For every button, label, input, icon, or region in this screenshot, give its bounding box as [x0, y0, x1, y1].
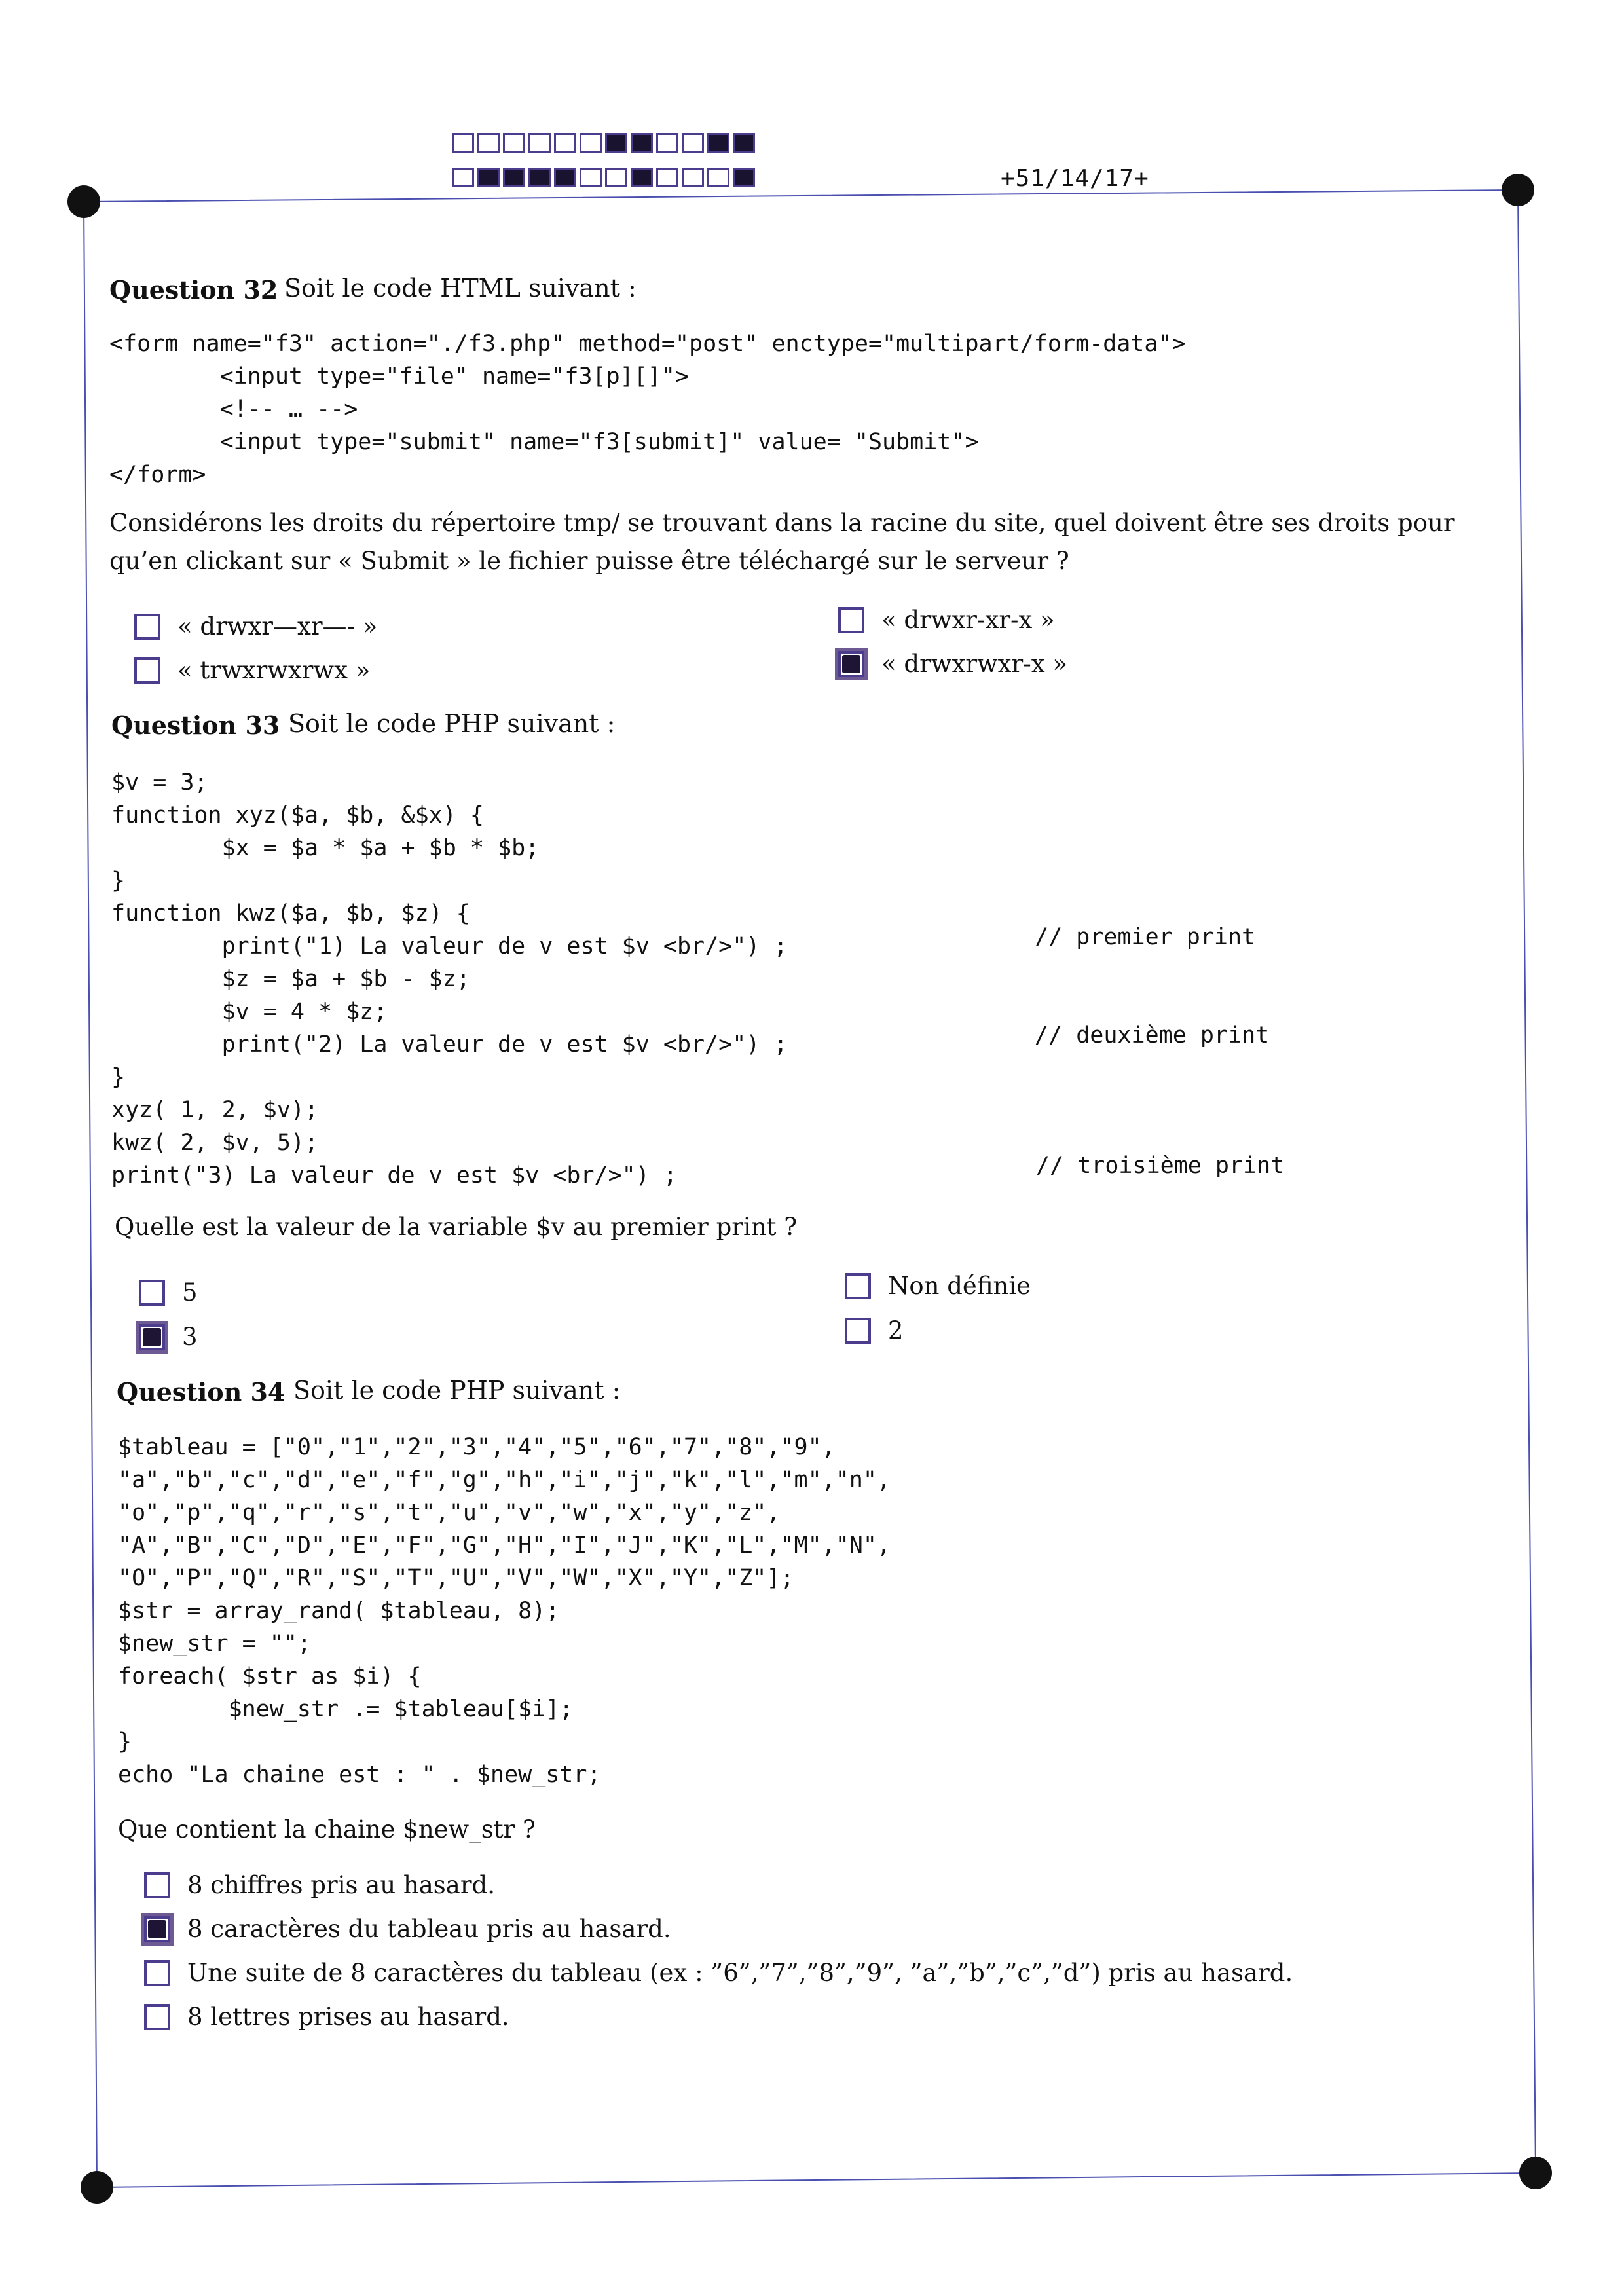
comment-deuxieme-print: // deuxième print: [1035, 1022, 1270, 1048]
checkbox[interactable]: [144, 1960, 170, 1986]
choice-label: 8 caractères du tableau pris au hasard.: [187, 1915, 671, 1943]
corner-mark-bottom-right: [1519, 2157, 1552, 2189]
q34-choice-2[interactable]: [144, 1915, 671, 1943]
checkbox[interactable]: [134, 614, 160, 640]
sheet-code: +51/14/17+: [1001, 165, 1149, 192]
id-cell: [733, 133, 755, 153]
choice-label: 8 chiffres pris au hasard.: [187, 1871, 495, 1899]
choice-label: 2: [888, 1316, 904, 1344]
checkbox[interactable]: [134, 657, 160, 684]
id-cell: [554, 168, 576, 187]
q32-choice-3[interactable]: [838, 606, 1055, 634]
question-33-code: $v = 3; function xyz($a, $b, &$x) { $x = $a * $a + $b * $b; } function kwz($a, $b, $z) { print("1) La valeur de v est $v <br/>") ; $z = $a + $b - $z; $v = 4 * $z; print("2) La valeur de v est $v <br/>") ; } xyz( 1, 2, $v); kwz( 2, $v, 5); print("3) La valeur de v est $v <br/>") ;: [111, 769, 788, 1189]
corner-mark-top-left: [67, 185, 100, 218]
corner-mark-bottom-left: [81, 2171, 113, 2204]
id-cell: [580, 133, 602, 153]
corner-mark-top-right: [1502, 174, 1534, 206]
checkbox-checked[interactable]: [838, 651, 864, 677]
id-cell: [656, 133, 678, 153]
id-cell: [656, 168, 678, 187]
question-32-code: <form name="f3" action="./f3.php" method="post" enctype="multipart/form-data"> <input type="file" name="f3[p][]"> <!-- … --> <input type="submit" name="f3[submit]" value= "Submit"> </form>: [109, 331, 1186, 488]
id-cell: [707, 168, 729, 187]
q34-choice-1[interactable]: [144, 1871, 495, 1899]
checkbox[interactable]: [144, 2004, 170, 2030]
id-cell: [477, 133, 500, 153]
choice-label: « drwxrwxr-x »: [881, 650, 1067, 678]
checkbox-checked[interactable]: [139, 1324, 165, 1350]
checkbox[interactable]: [838, 607, 864, 633]
id-cell: [605, 133, 627, 153]
comment-troisieme-print: // troisième print: [1036, 1153, 1285, 1179]
question-32-intro: Soit le code HTML suivant :: [284, 274, 637, 303]
id-cell: [580, 168, 602, 187]
id-cell: [452, 133, 474, 153]
checkbox[interactable]: [845, 1273, 871, 1299]
id-cell: [452, 168, 474, 187]
choice-label: Une suite de 8 caractères du tableau (ex : ”6”,”7”,”8”,”9”, ”a”,”b”,”c”,”d”) pris au hasard.: [187, 1959, 1293, 1987]
question-34-intro: Soit le code PHP suivant :: [293, 1376, 621, 1405]
id-cell: [682, 133, 704, 153]
id-cell: [503, 133, 525, 153]
question-34-code: $tableau = ["0","1","2","3","4","5","6","7","8","9", "a","b","c","d","e","f","g","h","i","j","k","l","m","n", "o","p","q","r","s","t","u","v","w","x","y","z", "A","B","C","D","E","F","G","H","I","J","K","L","M","N", "O","P","Q","R","S","T","U","V","W","X","Y","Z"]; $str = array_rand( $tableau, 8); $new_str = ""; foreach( $str as $i) { $new_str .= $tableau[$i]; } echo "La chaine est : " . $new_str;: [118, 1434, 891, 1788]
question-34-prompt: Que contient la chaine $new_str ?: [118, 1815, 536, 1843]
q33-choice-1[interactable]: [139, 1278, 198, 1306]
id-cell: [605, 168, 627, 187]
choice-label: Non définie: [888, 1272, 1031, 1300]
checkbox[interactable]: [144, 1872, 170, 1898]
id-cell: [682, 168, 704, 187]
id-cell: [707, 133, 729, 153]
id-cell: [554, 133, 576, 153]
checkbox[interactable]: [139, 1280, 165, 1306]
choice-label: « trwxrwxrwx »: [177, 656, 371, 684]
q32-choice-1[interactable]: [134, 612, 377, 640]
choice-label: 8 lettres prises au hasard.: [187, 2003, 509, 2031]
question-32-prompt: Considérons les droits du répertoire tmp/ se trouvant dans la racine du site, quel doivent être ses droits pour qu’en clickant sur « Submit » le fichier puisse être téléchargé sur le serveur ?: [109, 509, 1455, 575]
comment-premier-print: // premier print: [1035, 924, 1256, 950]
question-33-label: Question 33: [111, 711, 280, 740]
id-cell: [528, 133, 551, 153]
q34-choice-4[interactable]: [144, 2003, 509, 2031]
q33-choice-3[interactable]: [845, 1272, 1031, 1300]
q32-choice-4[interactable]: [838, 650, 1067, 678]
choice-label: 3: [182, 1323, 198, 1351]
choice-label: 5: [182, 1278, 198, 1306]
question-34-label: Question 34: [117, 1377, 286, 1407]
question-32-label: Question 32: [109, 275, 278, 305]
q32-choice-2[interactable]: [134, 656, 370, 684]
id-cell: [503, 168, 525, 187]
id-cell: [631, 133, 653, 153]
checkbox-checked[interactable]: [144, 1916, 170, 1942]
choice-label: « drwxr-xr-x »: [881, 606, 1055, 634]
q34-choice-3[interactable]: [144, 1959, 1293, 1987]
checkbox[interactable]: [845, 1318, 871, 1344]
question-33-intro: Soit le code PHP suivant :: [288, 709, 616, 738]
q33-choice-2[interactable]: [139, 1323, 198, 1351]
id-cell: [477, 168, 500, 187]
choice-label: « drwxr—xr—- »: [177, 612, 378, 640]
id-cell: [631, 168, 653, 187]
question-33-prompt: Quelle est la valeur de la variable $v au premier print ?: [115, 1213, 798, 1241]
q33-choice-4[interactable]: [845, 1316, 904, 1344]
id-cell: [733, 168, 755, 187]
id-cell: [528, 168, 551, 187]
